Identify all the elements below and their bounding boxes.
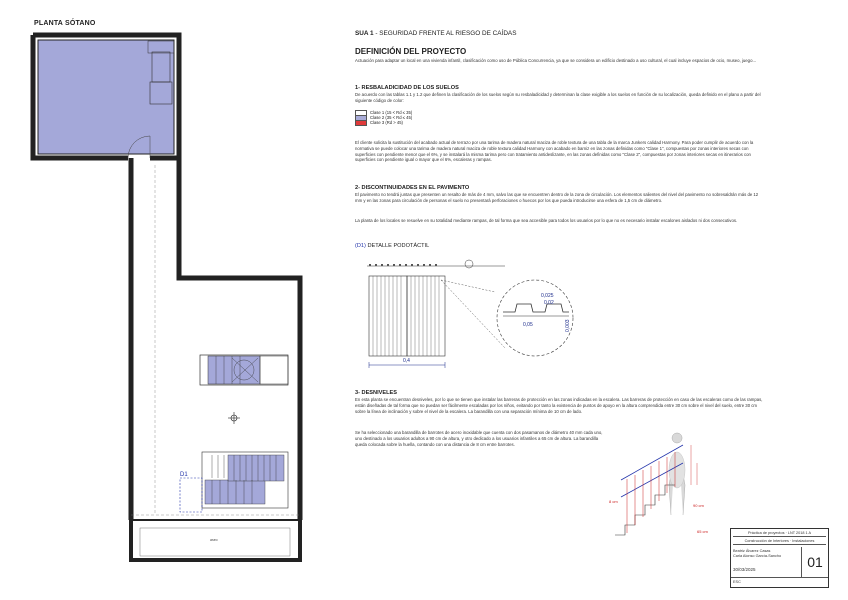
project-text: Actuación para adaptar un local en una vivienda infantil, clasificación como uso de Pública Concurrencia, ya que se considera un edificio destinado a uso cultural, el cual incluye espacios de ocio, museo, juego... (355, 58, 757, 63)
s2-heading: 2- DISCONTINUIDADES EN EL PAVIMENTO (355, 185, 470, 191)
legend-swatch (355, 120, 367, 126)
rail-dim-h1: 90 cm (693, 503, 704, 508)
tb-author-1: Beatriz Álvarez Casas (733, 549, 771, 553)
s3-heading: 3- DESNIVELES (355, 390, 397, 396)
plan-title: PLANTA SÓTANO (34, 20, 96, 27)
tb-project: Práctica de proyectos · LNT 2018 1 A (733, 531, 826, 537)
s1-text2: El cliente solicita la sustitución del acabado actual de terrazo por una tarima de madera natural maciza de roble textura de una tabla de la marca Junkers calidad Harmony. Para poder cumplir de acuerdo con la normativa se puede colocar una tarima de madera natural maciza de roble textura calidad Harmony con acabado en barniz en las zonas definidas como "Clase 1", compuestas por zonas interiores secas con superficies con pendiente menor que el 6%, y se instalará la misma tarima pero con tratamiento antideslizante, en las zonas definidas como "Clase 2", compuestas por zonas interiores secas en itinerarios con superficies con pendiente igual o mayor que el 6%, escaleras y rampas. (355, 140, 754, 163)
detail-dim-4: 0,003 (565, 319, 571, 332)
rail-dim-h2: 65 cm (697, 529, 708, 534)
legend-item-clase2: Clase 2 (35 < Rd ≤ 45) (355, 115, 412, 120)
plan-room-clase2 (38, 40, 174, 154)
detail-dim-2: 0,02 (544, 300, 554, 306)
detail-width-dim: 0,4 (403, 358, 410, 364)
s2-text2: La planta de los locales se resuelve en su totalidad mediante rampas, de tal forma que sea accesible para todos los usuarios por lo que no es necesario instalar escalones aislados ni dos consecutivos. (355, 218, 738, 223)
slip-legend (355, 110, 412, 125)
detail-dim-1: 0,025 (541, 293, 554, 299)
legend-item-clase3: Clase 3 (Rd > 45) (355, 120, 412, 125)
tb-subject: Construcción de Interiores · Instalaciones (733, 539, 826, 545)
tb-author-2: Carla Alonso García-Sancho (733, 554, 782, 558)
s1-text: De acuerdo con las tablas 1.1 y 1.2 que definen la clasificación de los suelos según su resbaladicidad y determinan la clase exigible a los suelos en función de su localización, queda definido en el plano a partir del siguiente código de color: (355, 92, 761, 103)
podotactile-detail (355, 252, 605, 382)
rail-dim-s1: 8 cm (609, 499, 618, 504)
tb-date: 30/03/2025 (733, 567, 756, 572)
detail-zoom-circle (497, 280, 573, 356)
plan-room-label: aseo (210, 538, 218, 542)
sheet-title: SUA 1 - SEGURIDAD FRENTE AL RIESGO DE CAÍDAS (355, 30, 517, 37)
plan-stair-label: D1 (180, 472, 188, 478)
s3-text2: Se ha seleccionado una barandilla de barrotes de acero inoxidable que cuenta con dos pasamanos de diámetro 40 mm cada uno, uno destinado a los usuarios adultos a 90 cm de altura, y otro dedicado a los usuarios infantiles a 65 cm de altura. La barandilla queda colocada sobre la huella, contando con una distancia de 8 cm entre barrotes. (355, 430, 603, 447)
railing-detail (605, 425, 725, 550)
title-block (730, 528, 829, 588)
plan-detail-callout (180, 478, 202, 512)
detail-title: (D1) DETALLE PODOTÁCTIL (355, 243, 430, 249)
s3-text: En esta planta se encuentran desniveles, por lo que se tienen que instalar las barreras de protección en las zonas indicadas en la escalera. Las barreras de protección en caso de las escaleras como de las rampas, están diseñadas de tal forma que no puedan ser fácilmente escaladas por los niños, evitando por tanto la existencia de puntos de apoyo en la altura comprendida entre 30 cm sobre el nivel del suelo, entre 30 cm sobre la línea de inclinación y sobre el nivel de la escalera. La barandilla con una separación mínima de 10 cm de lado. (355, 397, 763, 414)
legend-item-clase1: Clase 1 (15 < Rd ≤ 35) (355, 110, 412, 115)
tb-scale-label: ESC (733, 580, 741, 584)
project-heading: DEFINICIÓN DEL PROYECTO (355, 47, 467, 56)
s2-text: El pavimento no tendrá juntas que presenten un resalto de más de 4 mm, salvo las que se encuentren dentro de la zona de circulación. Los elementos salientes del nivel del pavimento no sobresaldrán más de 12 mm y en las zonas para circulación de personas el suelo no presentará perforaciones o huecos por los que pueda introducirse una esfera de 1,5 cm de diámetro. (355, 192, 759, 203)
s1-heading: 1- RESBALADICIDAD DE LOS SUELOS (355, 85, 459, 91)
basement-floor-plan (0, 0, 340, 600)
tb-sheet-number: 01 (801, 547, 828, 577)
detail-dim-3: 0,05 (523, 322, 533, 328)
